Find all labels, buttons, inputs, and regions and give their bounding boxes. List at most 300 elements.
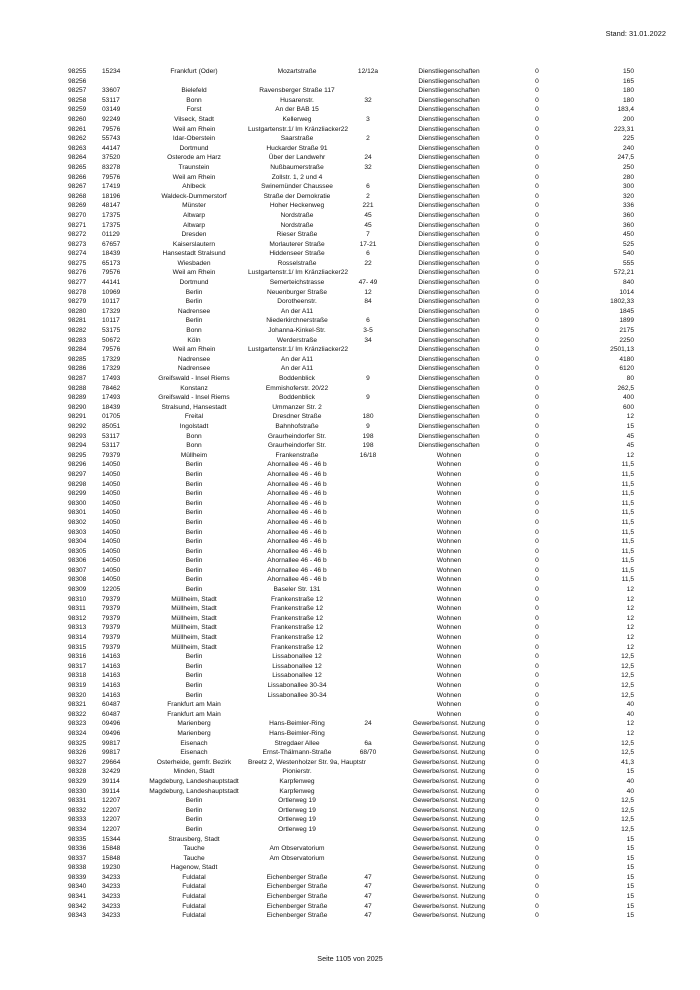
zero-value-cell: 0 [535, 873, 539, 881]
zero-value-cell: 0 [535, 96, 539, 104]
zero-value-cell: 0 [535, 183, 539, 191]
postal-code-cell: 48147 [102, 202, 121, 210]
table-row [68, 604, 636, 614]
house-number-cell [346, 806, 390, 816]
area-value-cell: 12 [626, 643, 634, 651]
usage-type-cell: Dienstliegenschaften [418, 115, 480, 123]
postal-code-cell: 14050 [102, 538, 121, 546]
table-row [68, 691, 636, 701]
row-number-cell: 98320 [68, 691, 87, 699]
row-number-cell: 98318 [68, 672, 87, 680]
table-row [68, 662, 636, 672]
row-number-cell: 98269 [68, 202, 87, 210]
street-cell: Ortlerweg 19 [278, 816, 316, 824]
table-row [68, 825, 636, 835]
postal-code-cell: 17493 [102, 394, 121, 402]
street-cell: Ortlerweg 19 [278, 797, 316, 805]
street-cell: Ummanzer Str. 2 [272, 403, 322, 411]
area-value-cell: 12 [626, 729, 634, 737]
area-value-cell: 360 [622, 221, 634, 229]
street-cell [248, 77, 346, 87]
postal-code-cell: 44147 [102, 144, 121, 152]
postal-code-cell: 83278 [102, 163, 121, 171]
postal-code-cell: 79379 [102, 595, 121, 603]
row-number-cell: 98270 [68, 211, 87, 219]
zero-value-cell: 0 [535, 720, 539, 728]
city-cell: Frankfurt (Oder) [170, 68, 218, 75]
table-row [68, 767, 636, 777]
zero-value-cell: 0 [535, 768, 539, 776]
table-row [68, 316, 636, 326]
house-number-cell [346, 364, 390, 374]
table-row [68, 230, 636, 240]
city-cell: Fuldatal [182, 873, 206, 881]
zero-value-cell: 0 [535, 547, 539, 555]
usage-type-cell: Wohnen [436, 691, 462, 699]
postal-code-cell: 14163 [102, 653, 121, 661]
row-number-cell: 98339 [68, 873, 87, 881]
zero-value-cell: 0 [535, 317, 539, 325]
usage-type-cell: Dienstliegenschaften [418, 68, 480, 75]
usage-type-cell: Wohnen [436, 643, 462, 651]
street-cell: Ahornallee 46 - 46 b [267, 528, 327, 536]
street-cell: Nordstraße [280, 221, 314, 229]
zero-value-cell: 0 [535, 528, 539, 536]
house-number-cell [346, 105, 390, 115]
city-cell: Frankfurt am Main [167, 710, 221, 718]
area-value-cell: 223,31 [613, 125, 634, 133]
postal-code-cell: 53117 [102, 432, 120, 440]
street-cell: An der BAB 15 [275, 106, 319, 114]
zero-value-cell: 0 [535, 854, 539, 862]
city-cell: Bonn [186, 327, 202, 335]
usage-type-cell: Dienstliegenschaften [418, 77, 480, 85]
row-number-cell: 98275 [68, 259, 87, 267]
postal-code-cell: 15848 [102, 845, 121, 853]
postal-code-cell: 14050 [102, 576, 121, 584]
usage-type-cell: Gewerbe/sonst. Nutzung [412, 883, 486, 891]
usage-type-cell: Gewerbe/sonst. Nutzung [412, 912, 486, 920]
usage-type-cell: Wohnen [436, 470, 462, 478]
usage-type-cell: Dienstliegenschaften [418, 240, 480, 248]
city-cell: Idar-Oberstein [172, 135, 216, 143]
area-value-cell: 40 [626, 787, 634, 795]
zero-value-cell: 0 [535, 586, 539, 594]
postal-code-cell: 12207 [102, 825, 121, 833]
city-cell: Berlin [185, 490, 203, 498]
house-number-cell [346, 844, 390, 854]
city-cell: Osterode am Harz [167, 154, 221, 162]
postal-code-cell: 17493 [102, 375, 121, 382]
usage-type-cell: Wohnen [436, 653, 462, 661]
row-number-cell: 98331 [68, 797, 87, 805]
city-cell: Berlin [185, 691, 203, 699]
area-value-cell: 15 [626, 835, 634, 843]
area-value-cell: 11,5 [621, 557, 634, 565]
city-cell: Bielefeld [181, 87, 207, 95]
house-number-cell: 180 [362, 413, 374, 421]
zero-value-cell: 0 [535, 115, 539, 123]
row-number-cell: 98296 [68, 461, 87, 469]
table-row [68, 556, 636, 566]
house-number-cell: 221 [362, 202, 374, 210]
table-row [68, 125, 636, 135]
usage-type-cell: Dienstliegenschaften [418, 288, 480, 296]
zero-value-cell: 0 [535, 845, 539, 853]
table-row [68, 105, 636, 115]
city-cell: Berlin [185, 816, 203, 824]
zero-value-cell: 0 [535, 336, 539, 344]
area-value-cell: 4180 [619, 355, 634, 363]
usage-type-cell: Wohnen [436, 701, 462, 709]
area-value-cell: 180 [622, 87, 634, 95]
table-row [68, 268, 636, 278]
house-number-cell [346, 173, 390, 183]
postal-code-cell: 14163 [102, 682, 121, 689]
usage-type-cell: Gewerbe/sonst. Nutzung [412, 797, 486, 805]
area-value-cell: 360 [622, 211, 634, 219]
property-table [68, 67, 636, 921]
house-number-cell [346, 614, 390, 624]
house-number-cell [346, 307, 390, 317]
zero-value-cell: 0 [535, 106, 539, 114]
usage-type-cell: Wohnen [436, 499, 462, 507]
table-row [68, 595, 636, 605]
house-number-cell [346, 585, 390, 595]
row-number-cell: 98261 [68, 125, 87, 133]
street-cell: Ortlerweg 19 [278, 825, 316, 833]
street-cell: Lissabonallee 12 [272, 653, 322, 661]
zero-value-cell: 0 [535, 202, 539, 210]
usage-type-cell: Wohnen [436, 682, 462, 689]
row-number-cell: 98314 [68, 634, 87, 642]
usage-type-cell: Dienstliegenschaften [418, 183, 480, 191]
usage-type-cell: Wohnen [436, 576, 462, 584]
row-number-cell: 98321 [68, 701, 87, 709]
row-number-cell: 98290 [68, 403, 87, 411]
zero-value-cell: 0 [535, 691, 539, 699]
usage-type-cell: Dienstliegenschaften [418, 365, 480, 373]
city-cell: Greifswald - Insel Riems [158, 375, 230, 382]
area-value-cell: 15 [626, 902, 634, 910]
row-number-cell: 98336 [68, 845, 87, 853]
city-cell: Berlin [185, 797, 203, 805]
area-value-cell: 225 [622, 135, 634, 143]
usage-type-cell: Dienstliegenschaften [418, 432, 480, 440]
postal-code-cell: 55743 [102, 135, 121, 143]
usage-type-cell: Gewerbe/sonst. Nutzung [412, 902, 486, 910]
row-number-cell: 98303 [68, 528, 87, 536]
table-row [68, 643, 636, 653]
usage-type-cell: Dienstliegenschaften [418, 375, 480, 382]
street-cell: Ahornallee 46 - 46 b [267, 480, 327, 488]
area-value-cell: 12 [626, 586, 634, 594]
street-cell: Karpfenweg [279, 787, 315, 795]
usage-type-cell: Dienstliegenschaften [418, 422, 480, 430]
usage-type-cell: Wohnen [436, 586, 462, 594]
area-value-cell: 11,5 [621, 509, 634, 517]
table-row [68, 86, 636, 96]
table-row [68, 508, 636, 518]
street-cell: Rieser Straße [276, 231, 318, 239]
house-number-cell: 22 [364, 259, 372, 267]
area-value-cell: 12,5 [621, 797, 634, 805]
usage-type-cell: Dienstliegenschaften [418, 327, 480, 335]
house-number-cell [346, 604, 390, 614]
row-number-cell: 98272 [68, 231, 87, 239]
table-row [68, 173, 636, 183]
postal-code-cell: 14050 [102, 566, 121, 574]
house-number-cell [346, 480, 390, 490]
usage-type-cell: Wohnen [436, 509, 462, 517]
house-number-cell: 47 [364, 893, 372, 901]
city-cell: Altwarp [183, 221, 205, 229]
house-number-cell [346, 575, 390, 585]
row-number-cell: 98312 [68, 614, 87, 622]
house-number-cell [346, 835, 390, 845]
city-cell: Magdeburg, Landeshauptstadt [149, 787, 239, 795]
postal-code-cell: 79576 [102, 125, 121, 133]
street-cell: Frankenstraße 12 [270, 595, 324, 603]
city-cell: Weil am Rhein [172, 125, 216, 133]
postal-code-cell: 92249 [102, 115, 121, 123]
area-value-cell: 540 [622, 250, 634, 258]
zero-value-cell: 0 [535, 413, 539, 421]
house-number-cell [346, 125, 390, 135]
street-cell [248, 835, 346, 845]
usage-type-cell: Dienstliegenschaften [418, 221, 480, 229]
postal-code-cell: 14050 [102, 547, 121, 555]
house-number-cell [346, 691, 390, 701]
street-cell: Eichenberger Straße [266, 883, 328, 891]
row-number-cell: 98319 [68, 682, 87, 689]
zero-value-cell: 0 [535, 614, 539, 622]
postal-code-cell: 17329 [102, 365, 121, 373]
street-cell: Saarstraße [280, 135, 314, 143]
street-cell: Lissabonallee 12 [272, 662, 322, 670]
street-cell: Ahornallee 46 - 46 b [267, 461, 327, 469]
postal-code-cell: 14050 [102, 480, 121, 488]
table-row [68, 144, 636, 154]
table-row [68, 336, 636, 346]
house-number-cell: 12/12a [357, 68, 379, 75]
zero-value-cell: 0 [535, 403, 539, 411]
street-cell: Ahornallee 46 - 46 b [267, 490, 327, 498]
usage-type-cell: Wohnen [436, 518, 462, 526]
usage-type-cell: Dienstliegenschaften [418, 355, 480, 363]
street-cell: Graurheindorfer Str. [267, 432, 327, 440]
city-cell: Berlin [185, 509, 203, 517]
street-cell: Frankenstraße 12 [270, 624, 324, 632]
area-value-cell: 262,5 [617, 384, 634, 392]
area-value-cell: 247,5 [617, 154, 634, 162]
city-cell: Wiesbaden [177, 259, 211, 267]
street-cell: Ahornallee 46 - 46 b [267, 566, 327, 574]
city-cell: Berlin [185, 538, 203, 546]
city-cell: Berlin [185, 566, 203, 574]
row-number-cell: 98302 [68, 518, 87, 526]
table-row [68, 451, 636, 461]
city-cell: Berlin [185, 547, 203, 555]
city-cell: Berlin [185, 518, 203, 526]
zero-value-cell: 0 [535, 509, 539, 517]
usage-type-cell: Dienstliegenschaften [418, 269, 480, 277]
postal-code-cell: 01705 [102, 413, 121, 421]
house-number-cell [346, 355, 390, 365]
table-row [68, 796, 636, 806]
street-cell: Ahornallee 46 - 46 b [267, 509, 327, 517]
city-cell [140, 77, 248, 87]
usage-type-cell: Gewerbe/sonst. Nutzung [412, 825, 486, 833]
row-number-cell: 98260 [68, 115, 87, 123]
postal-code-cell: 79379 [102, 643, 121, 651]
usage-type-cell: Dienstliegenschaften [418, 403, 480, 411]
row-number-cell: 98332 [68, 806, 87, 814]
row-number-cell: 98326 [68, 749, 87, 757]
street-cell: Niederkirchnerstraße [266, 317, 328, 325]
area-value-cell: 6120 [619, 365, 634, 373]
house-number-cell [346, 268, 390, 278]
table-row [68, 480, 636, 490]
zero-value-cell: 0 [535, 365, 539, 373]
city-cell: Stralsund, Hansestadt [161, 403, 227, 411]
area-value-cell: 600 [622, 403, 634, 411]
city-cell: Müllheim, Stadt [171, 595, 217, 603]
row-number-cell: 98295 [68, 451, 87, 459]
city-cell: Hagenow, Stadt [170, 864, 218, 872]
area-value-cell: 15 [626, 912, 634, 920]
house-number-cell: 6 [366, 250, 370, 258]
row-number-cell: 98313 [68, 624, 87, 632]
street-cell: Am Observatorium [269, 854, 325, 862]
usage-type-cell: Wohnen [436, 614, 462, 622]
city-cell: Müllheim, Stadt [171, 624, 217, 632]
city-cell: Berlin [185, 298, 203, 306]
zero-value-cell: 0 [535, 729, 539, 737]
area-value-cell: 12,5 [621, 691, 634, 699]
city-cell: Berlin [185, 557, 203, 565]
area-value-cell: 11,5 [621, 528, 634, 536]
zero-value-cell: 0 [535, 135, 539, 143]
area-value-cell: 180 [622, 96, 634, 104]
house-number-cell: 3 [366, 115, 370, 123]
zero-value-cell: 0 [535, 461, 539, 469]
area-value-cell: 40 [626, 777, 634, 785]
row-number-cell: 98278 [68, 288, 87, 296]
postal-code-cell: 79576 [102, 269, 121, 277]
city-cell: Berlin [185, 806, 203, 814]
usage-type-cell: Gewerbe/sonst. Nutzung [412, 739, 486, 747]
postal-code-cell: 60487 [102, 710, 121, 718]
area-value-cell: 11,5 [621, 576, 634, 584]
street-cell: Lustgartenstr.1/ Im Kränzliacker22 [248, 346, 349, 354]
house-number-cell [346, 547, 390, 557]
city-cell: Vilseck, Stadt [174, 115, 214, 123]
street-cell: Frankenstraße 12 [270, 634, 324, 642]
row-number-cell: 98340 [68, 883, 87, 891]
house-number-cell: 47- 49 [358, 279, 378, 287]
zero-value-cell: 0 [535, 893, 539, 901]
house-number-cell [346, 403, 390, 413]
area-value-cell: 11,5 [621, 470, 634, 478]
city-cell: Köln [187, 336, 201, 344]
house-number-cell [346, 86, 390, 96]
table-row [68, 163, 636, 173]
usage-type-cell: Gewerbe/sonst. Nutzung [412, 758, 486, 766]
postal-code-cell: 79576 [102, 173, 121, 181]
area-value-cell: 11,5 [621, 480, 634, 488]
table-row [68, 719, 636, 729]
postal-code-cell: 12207 [102, 797, 121, 805]
street-cell: Hiddenseer Straße [269, 250, 325, 258]
area-value-cell: 555 [622, 259, 634, 267]
row-number-cell: 98255 [68, 68, 87, 75]
usage-type-cell: Dienstliegenschaften [418, 96, 480, 104]
postal-code-cell: 09496 [102, 729, 121, 737]
row-number-cell: 98317 [68, 662, 87, 670]
area-value-cell: 12,5 [621, 825, 634, 833]
street-cell: Bahnhofstraße [275, 422, 319, 430]
street-cell: Frankenstraße 12 [270, 614, 324, 622]
city-cell: Dresden [181, 231, 207, 239]
city-cell: Traunstein [178, 163, 210, 171]
postal-code-cell: 53117 [102, 442, 120, 450]
city-cell: Eisenach [180, 739, 208, 747]
row-number-cell: 98343 [68, 912, 87, 920]
zero-value-cell: 0 [535, 279, 539, 287]
house-number-cell [346, 767, 390, 777]
area-value-cell: 15 [626, 845, 634, 853]
table-row [68, 528, 636, 538]
city-cell: Bonn [186, 96, 202, 104]
city-cell: Nadrensee [177, 365, 211, 373]
row-number-cell: 98283 [68, 336, 87, 344]
table-row [68, 153, 636, 163]
house-number-cell: 17-21 [359, 240, 377, 248]
house-number-cell [346, 662, 390, 672]
postal-code-cell: 34233 [102, 902, 121, 910]
house-number-cell: 2 [366, 192, 370, 200]
usage-type-cell: Dienstliegenschaften [418, 135, 480, 143]
city-cell: Altwarp [183, 211, 205, 219]
street-cell: An der A11 [280, 307, 314, 315]
area-value-cell: 320 [622, 192, 634, 200]
street-cell: Boddenblick [279, 394, 315, 402]
row-number-cell: 98274 [68, 250, 87, 258]
row-number-cell: 98262 [68, 135, 87, 143]
usage-type-cell: Dienstliegenschaften [418, 87, 480, 95]
usage-type-cell: Gewerbe/sonst. Nutzung [412, 729, 486, 737]
row-number-cell: 98328 [68, 768, 87, 776]
street-cell: Ortlerweg 19 [278, 806, 316, 814]
table-row [68, 278, 636, 288]
usage-type-cell: Wohnen [436, 557, 462, 565]
table-row [68, 710, 636, 720]
house-number-cell [346, 633, 390, 643]
house-number-cell: 47 [364, 883, 372, 891]
row-number-cell: 98322 [68, 710, 87, 718]
area-value-cell: 15 [626, 422, 634, 430]
street-cell: Ravensberger Straße 117 [259, 87, 335, 95]
row-number-cell: 98306 [68, 557, 87, 565]
street-cell: Zollstr. 1, 2 und 4 [271, 173, 323, 181]
zero-value-cell: 0 [535, 250, 539, 258]
postal-code-cell: 65173 [102, 259, 121, 267]
table-row [68, 902, 636, 912]
zero-value-cell: 0 [535, 499, 539, 507]
street-cell: Werderstraße [276, 336, 318, 344]
area-value-cell: 12,5 [621, 806, 634, 814]
